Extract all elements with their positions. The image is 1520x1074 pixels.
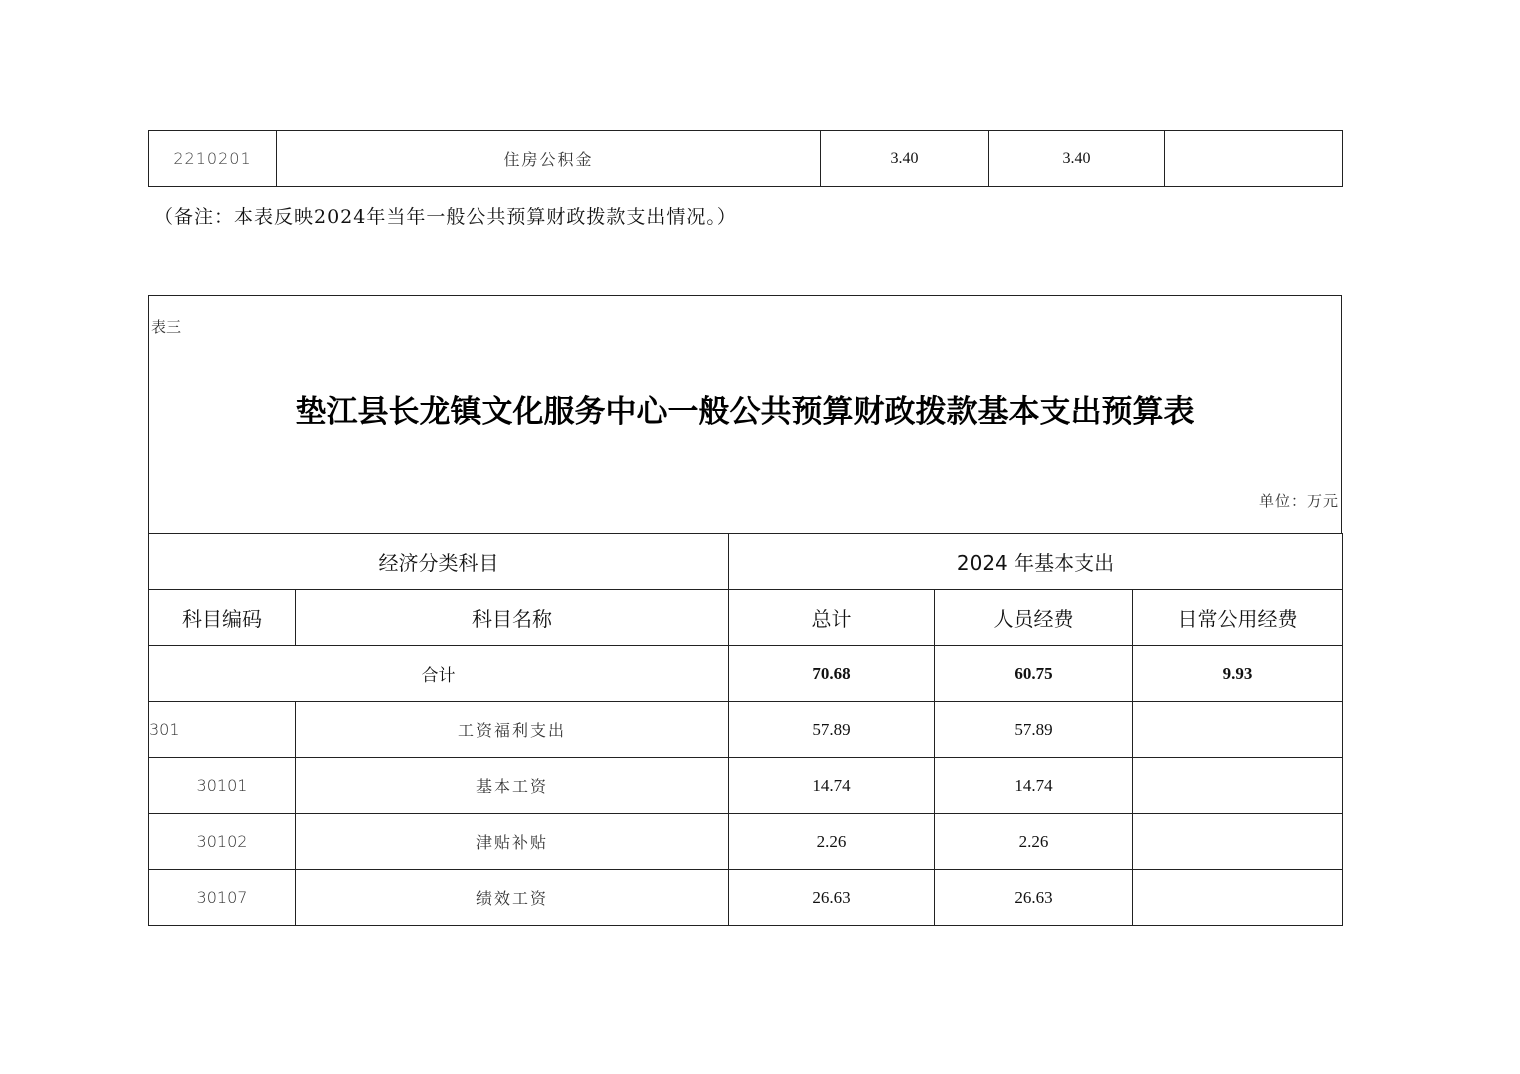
column-header-row: [149, 590, 1343, 646]
unit-label: 单位：万元: [1258, 492, 1339, 510]
row-public: [1133, 758, 1343, 814]
row-name: 基本工资: [296, 758, 729, 814]
table-number: 表三: [151, 318, 182, 336]
personnel-column-header: 人员经费: [935, 590, 1133, 646]
total-row: [149, 646, 1343, 702]
row-name: 绩效工资: [296, 870, 729, 926]
row-name: 住房公积金: [277, 131, 821, 187]
table-row: [149, 814, 1343, 870]
row-name: 津贴补贴: [296, 814, 729, 870]
code-column-header: 科目编码: [149, 590, 296, 646]
row-personnel: 2.26: [935, 814, 1133, 870]
table-row: [149, 131, 1343, 187]
row-public: [1133, 702, 1343, 758]
row-basic: 3.40: [989, 131, 1165, 187]
row-name: 工资福利支出: [296, 702, 729, 758]
total-label: 合计: [149, 646, 729, 702]
name-column-header: 科目名称: [296, 590, 729, 646]
group-header-row: [149, 534, 1343, 590]
row-total: 14.74: [729, 758, 935, 814]
basic-expenditure-header: 2024 年基本支出: [729, 534, 1343, 590]
row-personnel: 26.63: [935, 870, 1133, 926]
row-code: 30101: [149, 758, 296, 814]
total-personnel: 60.75: [935, 646, 1133, 702]
row-public: [1133, 814, 1343, 870]
row-project: [1165, 131, 1343, 187]
row-personnel: 14.74: [935, 758, 1133, 814]
row-total: 26.63: [729, 870, 935, 926]
row-total: 2.26: [729, 814, 935, 870]
row-public: [1133, 870, 1343, 926]
previous-table-fragment: [148, 130, 1343, 187]
table-row: [149, 870, 1343, 926]
row-code: 30107: [149, 870, 296, 926]
row-total: 57.89: [729, 702, 935, 758]
total-column-header: 总计: [729, 590, 935, 646]
row-personnel: 57.89: [935, 702, 1133, 758]
table-row: [149, 702, 1343, 758]
total-public: 9.93: [1133, 646, 1343, 702]
page-title: 垫江县长龙镇文化服务中心一般公共预算财政拨款基本支出预算表: [295, 394, 1195, 430]
economic-category-header: 经济分类科目: [149, 534, 729, 590]
table3-header: [148, 295, 1342, 534]
total-value: 70.68: [729, 646, 935, 702]
table-row: [149, 758, 1343, 814]
row-code: 301: [149, 702, 296, 758]
row-total: 3.40: [821, 131, 989, 187]
table-note: （备注：本表反映2024年当年一般公共预算财政拨款支出情况。）: [154, 206, 737, 228]
public-column-header: 日常公用经费: [1133, 590, 1343, 646]
row-code: 2210201: [149, 131, 277, 187]
basic-expenditure-table: [148, 533, 1343, 926]
row-code: 30102: [149, 814, 296, 870]
